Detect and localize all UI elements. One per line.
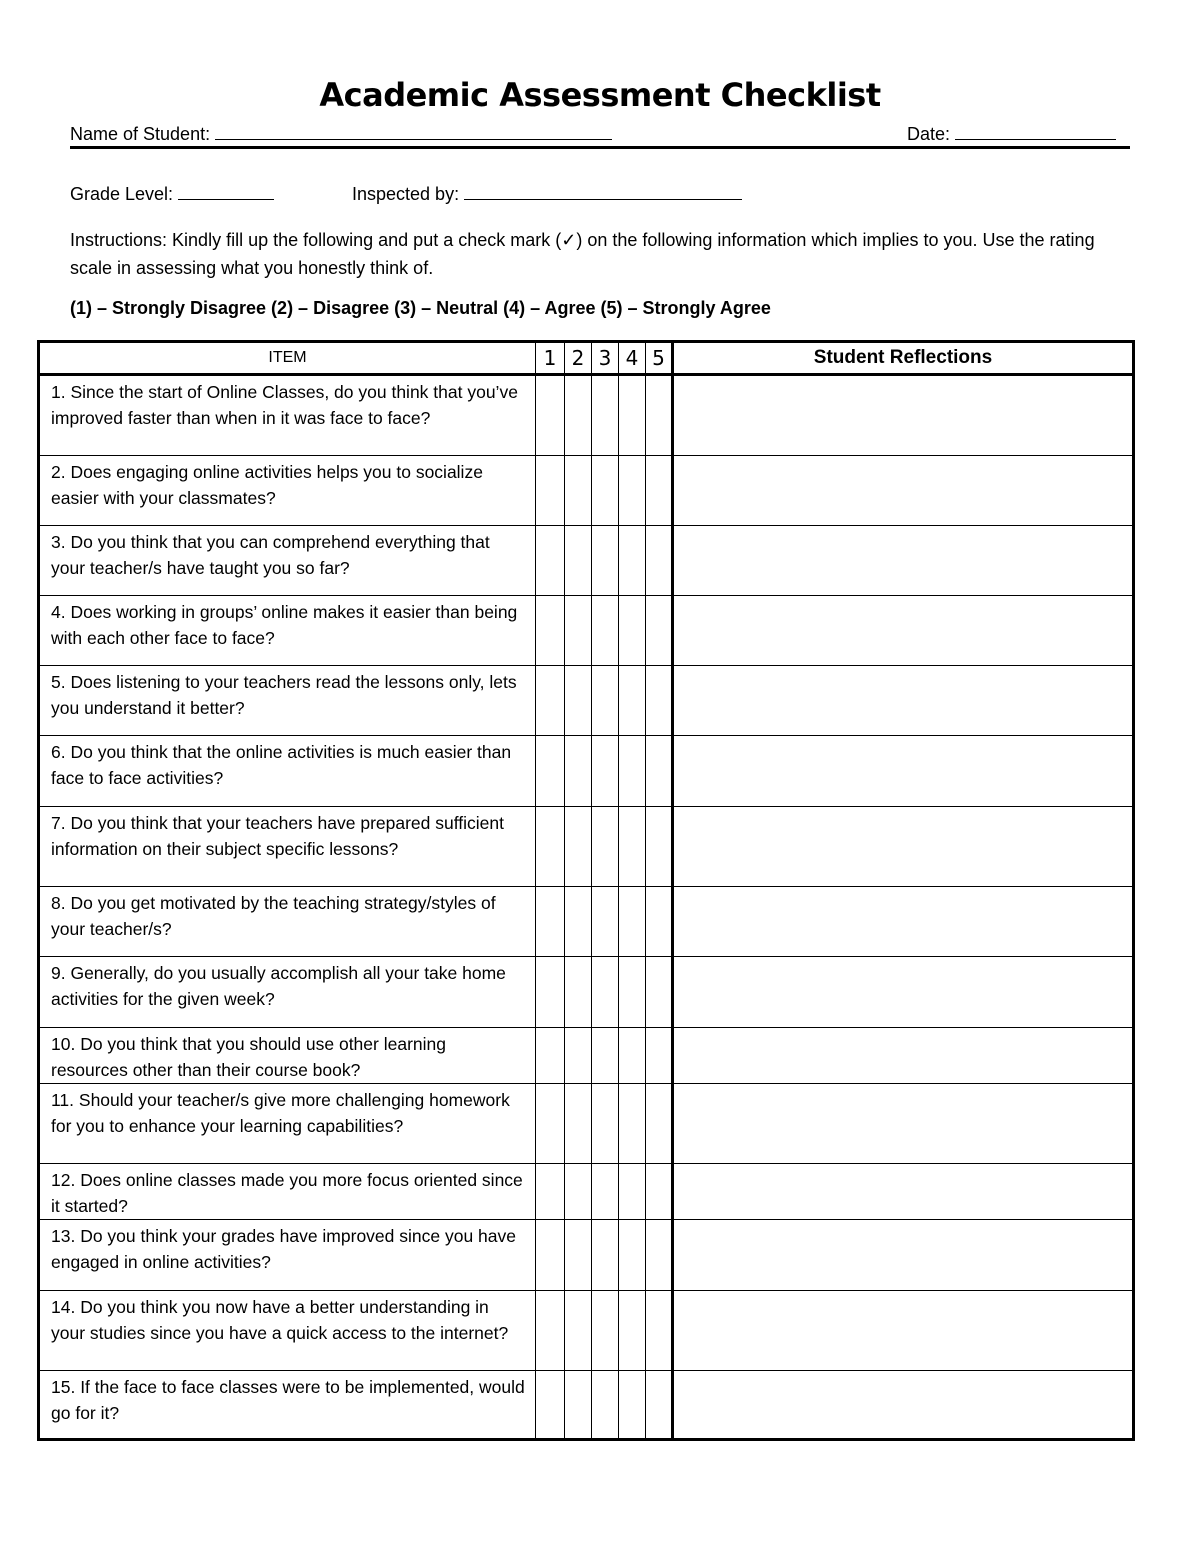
- question-text: 15. If the face to face classes were to be implemented, would go for it?: [39, 1371, 536, 1440]
- question-text: 10. Do you think that you should use other learning resources other than their course book?: [39, 1028, 536, 1084]
- question-text: 13. Do you think your grades have improved since you have engaged in online activities?: [39, 1220, 536, 1291]
- table-row: [39, 1291, 1134, 1371]
- rating-cell-5[interactable]: [646, 456, 673, 526]
- reflection-cell[interactable]: [673, 1164, 1134, 1220]
- rating-cell-2[interactable]: [565, 1164, 592, 1220]
- assessment-table: [37, 340, 1135, 1441]
- rating-cell-2[interactable]: [565, 666, 592, 736]
- question-text: 9. Generally, do you usually accomplish all your take home activities for the given week?: [39, 957, 536, 1028]
- question-text: 12. Does online classes made you more focus oriented since it started?: [39, 1164, 536, 1220]
- date-label: Date:: [907, 124, 951, 144]
- question-text: 1. Since the start of Online Classes, do you think that you’ve improved faster than when in it was face to face?: [39, 375, 536, 456]
- rating-cell-4[interactable]: [619, 1371, 646, 1440]
- rating-cell-4[interactable]: [619, 736, 646, 807]
- rating-scale-legend: (1) – Strongly Disagree (2) – Disagree (3) – Neutral (4) – Agree (5) – Strongly Agree: [70, 298, 771, 318]
- rating-cell-1[interactable]: [536, 666, 565, 736]
- question-text: 11. Should your teacher/s give more challenging homework for you to enhance your learning capabilities?: [39, 1084, 536, 1164]
- rating-cell-4[interactable]: [619, 1084, 646, 1164]
- rating-cell-3[interactable]: [592, 456, 619, 526]
- rating-cell-1[interactable]: [536, 736, 565, 807]
- rating-cell-1[interactable]: [536, 526, 565, 596]
- table-row: [39, 456, 1134, 526]
- rating-header-1: 1: [536, 342, 565, 375]
- rating-cell-1[interactable]: [536, 807, 565, 887]
- question-text: 8. Do you get motivated by the teaching strategy/styles of your teacher/s?: [39, 887, 536, 957]
- rating-cell-4[interactable]: [619, 456, 646, 526]
- rating-cell-4[interactable]: [619, 1291, 646, 1371]
- table-row: [39, 1371, 1134, 1440]
- rating-cell-5[interactable]: [646, 526, 673, 596]
- reflection-cell[interactable]: [673, 736, 1134, 807]
- table-row: [39, 375, 1134, 456]
- rating-cell-4[interactable]: [619, 1220, 646, 1291]
- rating-cell-1[interactable]: [536, 1220, 565, 1291]
- rating-cell-2[interactable]: [565, 1291, 592, 1371]
- question-text: 2. Does engaging online activities helps you to socialize easier with your classmates?: [39, 456, 536, 526]
- question-text: 3. Do you think that you can comprehend everything that your teacher/s have taught you so far?: [39, 526, 536, 596]
- rating-cell-1[interactable]: [536, 1164, 565, 1220]
- rating-cell-2[interactable]: [565, 375, 592, 456]
- rating-cell-1[interactable]: [536, 1291, 565, 1371]
- rating-cell-4[interactable]: [619, 526, 646, 596]
- rating-cell-1[interactable]: [536, 456, 565, 526]
- rating-cell-3[interactable]: [592, 887, 619, 957]
- rating-cell-1[interactable]: [536, 1028, 565, 1084]
- instructions-text: Instructions: Kindly fill up the following and put a check mark (✓) on the following information which implies to you. Use the rating scale in assessing what you honestly think of.: [70, 230, 1095, 278]
- question-text: 14. Do you think you now have a better understanding in your studies since you have a quick access to the internet?: [39, 1291, 536, 1371]
- rating-cell-5[interactable]: [646, 807, 673, 887]
- page-title: Academic Assessment Checklist: [319, 76, 881, 114]
- date-field: [907, 123, 1116, 145]
- rating-header-5: 5: [646, 342, 673, 375]
- table-row: [39, 526, 1134, 596]
- reflections-header: Student Reflections: [673, 342, 1134, 375]
- rating-cell-4[interactable]: [619, 887, 646, 957]
- reflection-cell[interactable]: [673, 1220, 1134, 1291]
- rating-cell-2[interactable]: [565, 807, 592, 887]
- rating-cell-3[interactable]: [592, 1084, 619, 1164]
- table-row: [39, 596, 1134, 666]
- rating-cell-2[interactable]: [565, 1028, 592, 1084]
- reflection-cell[interactable]: [673, 526, 1134, 596]
- table-row: [39, 1220, 1134, 1291]
- rating-cell-2[interactable]: [565, 736, 592, 807]
- reflection-cell[interactable]: [673, 596, 1134, 666]
- rating-cell-2[interactable]: [565, 1371, 592, 1440]
- table-row: [39, 666, 1134, 736]
- rating-cell-5[interactable]: [646, 1220, 673, 1291]
- rating-cell-3[interactable]: [592, 1220, 619, 1291]
- rating-cell-3[interactable]: [592, 526, 619, 596]
- rating-cell-5[interactable]: [646, 1164, 673, 1220]
- rating-cell-5[interactable]: [646, 666, 673, 736]
- table-row: [39, 1028, 1134, 1084]
- rating-cell-3[interactable]: [592, 957, 619, 1028]
- rating-cell-2[interactable]: [565, 456, 592, 526]
- student-name-field: [70, 123, 612, 145]
- rating-cell-5[interactable]: [646, 957, 673, 1028]
- rating-cell-5[interactable]: [646, 1084, 673, 1164]
- question-text: 5. Does listening to your teachers read the lessons only, lets you understand it better?: [39, 666, 536, 736]
- table-row: [39, 807, 1134, 887]
- rating-cell-3[interactable]: [592, 596, 619, 666]
- rating-cell-4[interactable]: [619, 1028, 646, 1084]
- question-text: 6. Do you think that the online activities is much easier than face to face activities?: [39, 736, 536, 807]
- reflection-cell[interactable]: [673, 807, 1134, 887]
- rating-cell-4[interactable]: [619, 807, 646, 887]
- rating-cell-2[interactable]: [565, 957, 592, 1028]
- rating-cell-4[interactable]: [619, 1164, 646, 1220]
- table-header-row: [39, 342, 1134, 375]
- rating-cell-4[interactable]: [619, 957, 646, 1028]
- rating-cell-4[interactable]: [619, 666, 646, 736]
- table-row: [39, 1084, 1134, 1164]
- rating-cell-5[interactable]: [646, 887, 673, 957]
- reflection-cell[interactable]: [673, 1371, 1134, 1440]
- grade-level-label: Grade Level:: [70, 184, 174, 204]
- question-text: 4. Does working in groups’ online makes it easier than being with each other face to face?: [39, 596, 536, 666]
- table-row: [39, 1164, 1134, 1220]
- rating-cell-3[interactable]: [592, 736, 619, 807]
- rating-cell-4[interactable]: [619, 375, 646, 456]
- rating-cell-5[interactable]: [646, 1371, 673, 1440]
- rating-header-3: 3: [592, 342, 619, 375]
- rating-cell-3[interactable]: [592, 1291, 619, 1371]
- rating-cell-1[interactable]: [536, 375, 565, 456]
- rating-cell-1[interactable]: [536, 1084, 565, 1164]
- rating-cell-3[interactable]: [592, 1028, 619, 1084]
- rating-cell-2[interactable]: [565, 526, 592, 596]
- rating-cell-5[interactable]: [646, 596, 673, 666]
- reflection-cell[interactable]: [673, 1291, 1134, 1371]
- reflection-cell[interactable]: [673, 887, 1134, 957]
- rating-cell-1[interactable]: [536, 1371, 565, 1440]
- inspected-by-field: [352, 183, 742, 205]
- rating-cell-3[interactable]: [592, 1164, 619, 1220]
- header-rule: [70, 146, 1130, 149]
- question-text: 7. Do you think that your teachers have prepared sufficient information on their subject specific lessons?: [39, 807, 536, 887]
- inspected-by-blank[interactable]: [464, 183, 742, 200]
- student-name-blank[interactable]: [215, 123, 612, 140]
- inspected-by-label: Inspected by:: [352, 184, 460, 204]
- table-row: [39, 957, 1134, 1028]
- rating-cell-1[interactable]: [536, 957, 565, 1028]
- rating-cell-2[interactable]: [565, 596, 592, 666]
- table-body: [39, 375, 1134, 1440]
- rating-cell-2[interactable]: [565, 1084, 592, 1164]
- rating-cell-5[interactable]: [646, 1028, 673, 1084]
- rating-cell-5[interactable]: [646, 375, 673, 456]
- rating-header-2: 2: [565, 342, 592, 375]
- rating-cell-4[interactable]: [619, 596, 646, 666]
- grade-level-field: [70, 183, 274, 205]
- rating-cell-5[interactable]: [646, 736, 673, 807]
- reflection-cell[interactable]: [673, 1028, 1134, 1084]
- rating-cell-2[interactable]: [565, 887, 592, 957]
- date-blank[interactable]: [955, 123, 1116, 140]
- grade-level-blank[interactable]: [178, 183, 274, 200]
- rating-cell-3[interactable]: [592, 1371, 619, 1440]
- rating-cell-3[interactable]: [592, 666, 619, 736]
- rating-cell-1[interactable]: [536, 596, 565, 666]
- table-row: [39, 736, 1134, 807]
- rating-cell-3[interactable]: [592, 375, 619, 456]
- rating-cell-1[interactable]: [536, 887, 565, 957]
- item-header: ITEM: [39, 342, 536, 375]
- reflection-cell[interactable]: [673, 1084, 1134, 1164]
- student-name-label: Name of Student:: [70, 124, 211, 144]
- table-row: [39, 887, 1134, 957]
- rating-cell-3[interactable]: [592, 807, 619, 887]
- reflection-cell[interactable]: [673, 666, 1134, 736]
- reflection-cell[interactable]: [673, 375, 1134, 456]
- rating-cell-2[interactable]: [565, 1220, 592, 1291]
- reflection-cell[interactable]: [673, 957, 1134, 1028]
- rating-cell-5[interactable]: [646, 1291, 673, 1371]
- rating-header-4: 4: [619, 342, 646, 375]
- reflection-cell[interactable]: [673, 456, 1134, 526]
